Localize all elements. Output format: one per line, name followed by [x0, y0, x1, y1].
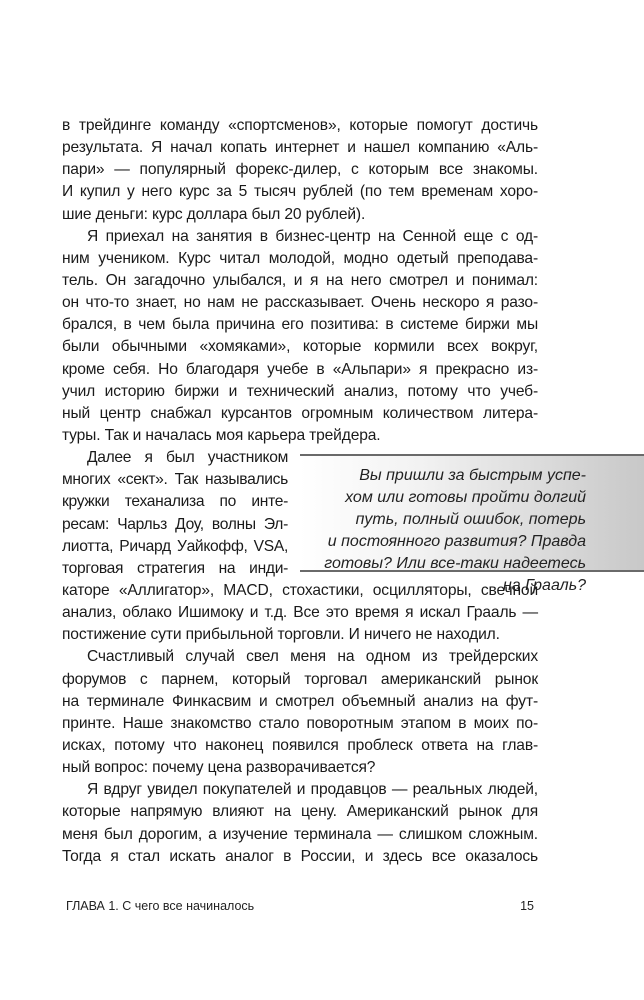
text-line: многих «сект». Так назывались [62, 471, 288, 489]
pull-quote-line: на Грааль? [503, 577, 586, 594]
running-head-chapter: ГЛАВА 1. С чего все начиналось [66, 899, 255, 913]
text-line: И купил у него курс за 5 тысяч рублей (по тем временам хоро- [62, 183, 538, 201]
text-line: результата. Я начал копать интернет и нашел компанию «Аль- [62, 139, 538, 157]
pull-quote-line: хом или готовы пройти долгий [345, 489, 586, 506]
text-line: кружки теханализа по инте- [62, 493, 288, 511]
text-line: учил историю биржи и технический анализ, потому что учеб- [62, 382, 538, 400]
text-line: анализ, облако Ишимоку и т.д. Все это время я искал Грааль — [62, 604, 538, 622]
page-footer [66, 899, 534, 913]
pull-quote-line: Вы пришли за быстрым успе- [359, 467, 586, 484]
text-line: он что-то знает, но нам не рассказывает. Очень нескоро я разо- [62, 294, 538, 312]
text-line: шие деньги: курс доллара был 20 рублей). [62, 205, 366, 223]
text-line: тель. Он загадочно улыбался, и я на него смотрел и понимал: [62, 271, 538, 289]
pull-quote-line: готовы? Или все-таки надеетесь [324, 555, 586, 572]
text-line: на терминале Финкасвим и смотрел объемный анализ на фут- [62, 692, 538, 710]
text-line: туры. Так и началась моя карьера трейдера. [62, 426, 381, 444]
text-line: принте. Наше знакомство стало поворотным этапом в моих по- [62, 714, 538, 732]
pull-quote-text [324, 465, 586, 597]
text-line: кроме себя. Но благодаря учебе в «Альпари» я прекрасно из- [62, 360, 538, 378]
text-line: постижение сути прибыльной торговли. И ничего не находил. [62, 626, 500, 644]
pull-quote [300, 454, 644, 594]
text-line: ресам: Чарльз Доу, волны Эл- [62, 515, 288, 533]
text-line: ним учеником. Курс читал молодой, модно одетый преподава- [62, 249, 538, 267]
text-line: лиотта, Ричард Уайкофф, VSA, [62, 537, 288, 555]
text-line: форумов с парнем, который торговал американский рынок [62, 670, 538, 688]
text-line: Я приехал на занятия в бизнес-центр на Сенной еще с од- [87, 227, 538, 245]
text-line: ный центр снабжал курсантов огромным количеством литера- [62, 404, 538, 422]
text-line: которые напрямую влияют на цену. Американский рынок для [62, 803, 538, 821]
pull-quote-line: и постоянного развития? Правда [327, 533, 586, 550]
text-line: в трейдинге команду «спортсменов», которые помогут достичь [62, 117, 538, 134]
text-line: брался, в чем была причина его позитива: в системе биржи мы [62, 316, 538, 334]
text-line: ный вопрос: почему цена разворачивается? [62, 759, 376, 777]
page-number: 15 [520, 899, 534, 913]
text-line: Тогда я стал искать аналог в России, и здесь все оказалось [62, 847, 538, 865]
text-line: Далее я был участником [87, 449, 288, 467]
text-line: меня был дорогим, а изучение терминала — слишком сложным. [62, 825, 538, 843]
text-line: торговая стратегия на инди- [62, 559, 288, 577]
text-line: были обычными «хомяками», которые кормили всех вокруг, [62, 338, 538, 356]
text-line: Я вдруг увидел покупателей и продавцов — реальных людей, [87, 781, 538, 799]
text-line: пари» — популярный форекс-дилер, с которым все знакомы. [62, 161, 538, 179]
text-line: каторе «Аллигатор», MACD, стохастики, осцилляторы, свечной [62, 581, 538, 599]
text-line: исках, потому что наконец появился проблеск ответа на глав- [62, 736, 538, 754]
text-line: Счастливый случай свел меня на одном из трейдерских [87, 648, 538, 666]
pull-quote-line: путь, полный ошибок, потерь [355, 511, 586, 528]
